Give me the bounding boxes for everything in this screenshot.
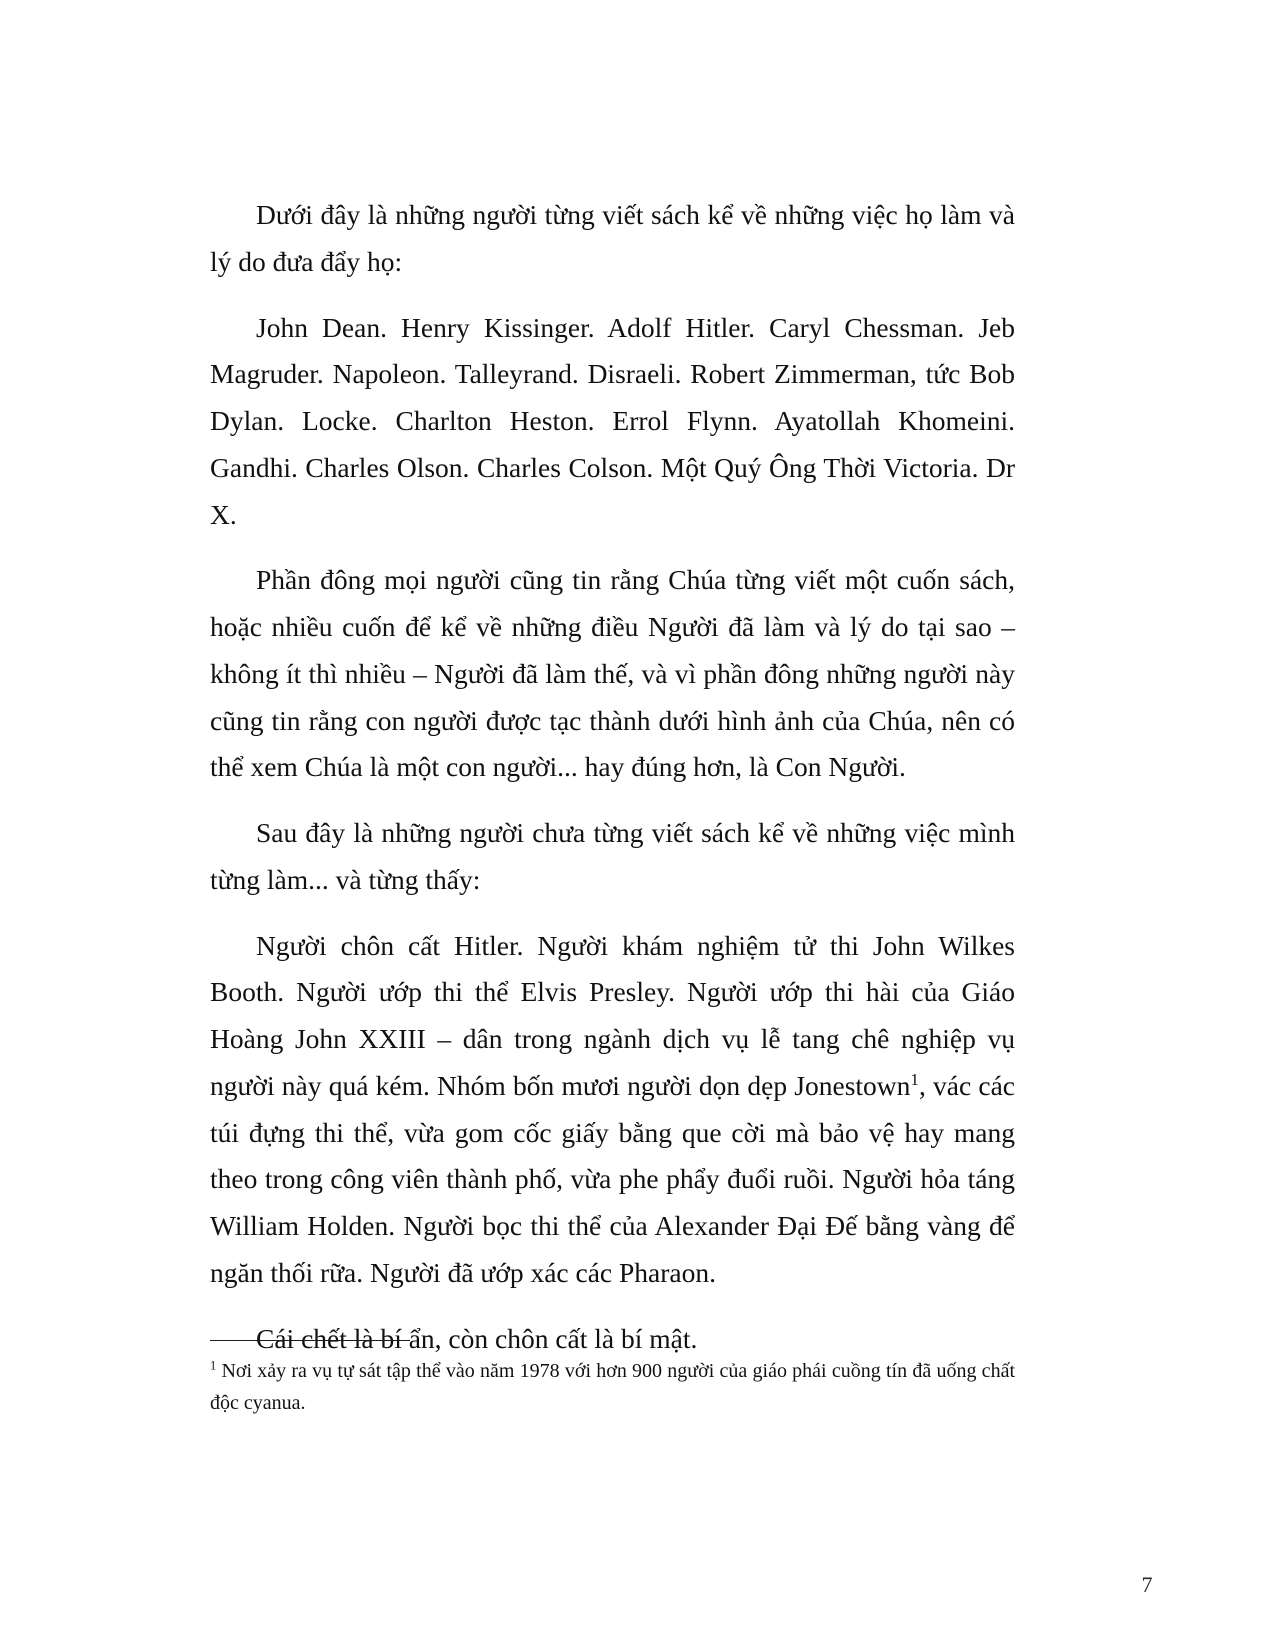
paragraph-closing-line: Cái chết là bí ẩn, còn chôn cất là bí mật. [256,1322,698,1354]
paragraph-intro-writers: Dưới đây là những người từng viết sách kể về những việc họ làm và lý do đưa đẩy họ: [210,199,1015,277]
paragraph-god-book: Phần đông mọi người cũng tin rằng Chúa từng viết một cuốn sách, hoặc nhiều cuốn để kể về những điều Người đã làm và lý do tại sao – không ít thì nhiều – Người đã làm thế, và vì phần đông những người này cũng tin rằng con người được tạc thành dưới hình ảnh của Chúa, nên có thể xem Chúa là một con người... hay đúng hơn, là Con Người. [210,564,1015,783]
footnote-paragraph-after-marker: , vác các túi đựng thi thể, vừa gom cốc giấy bằng que cời mà bảo vệ hay mang theo trong công viên thành phố, vừa phe phẩy đuổi ruồi. Người hỏa táng William Holden. Người bọc thi thể của Alexander Đại Đế bằng vàng để ngăn thối rữa. Người đã ướp xác các Pharaon. [210,1069,1016,1288]
footnote-paragraph-before-marker: Người chôn cất Hitler. Người khám nghiệm tử thi John Wilkes Booth. Người ướp thi thể Elvis Presley. Người ướp thi hài của Giáo Hoàng John XXIII – dân trong ngành dịch vụ lễ tang chê nghiệp vụ người này quá kém. Nhóm bốn mươi người dọn dẹp Jonestown [210,929,1015,1101]
footnote-body: Nơi xảy ra vụ tự sát tập thể vào năm 1978 với hơn 900 người của giáo phái cuồng tín đã uống chất độc cyanua. [210,1360,1015,1415]
body-text-column [210,192,1015,1362]
footnote-separator-rule [210,1340,410,1341]
footnote-entry [210,1355,1015,1420]
paragraph-list-of-writers: John Dean. Henry Kissinger. Adolf Hitler. Caryl Chessman. Jeb Magruder. Napoleon. Talleyrand. Disraeli. Robert Zimmerman, tức Bob Dylan. Locke. Charlton Heston. Errol Flynn. Ayatollah Khomeini. Gandhi. Charles Olson. Charles Colson. Một Quý Ông Thời Victoria. Dr X. [210,311,1015,530]
page-number: 7 [1141,1572,1153,1597]
footnote-reference-marker[interactable]: 1 [910,1069,919,1089]
paragraph-list-of-non-writers [210,923,1015,1297]
footnote-number: 1 [210,1358,217,1373]
footnote-area [210,1340,1015,1420]
paragraph-non-writers-intro: Sau đây là những người chưa từng viết sách kể về những việc mình từng làm... và từng thấy: [210,817,1015,895]
